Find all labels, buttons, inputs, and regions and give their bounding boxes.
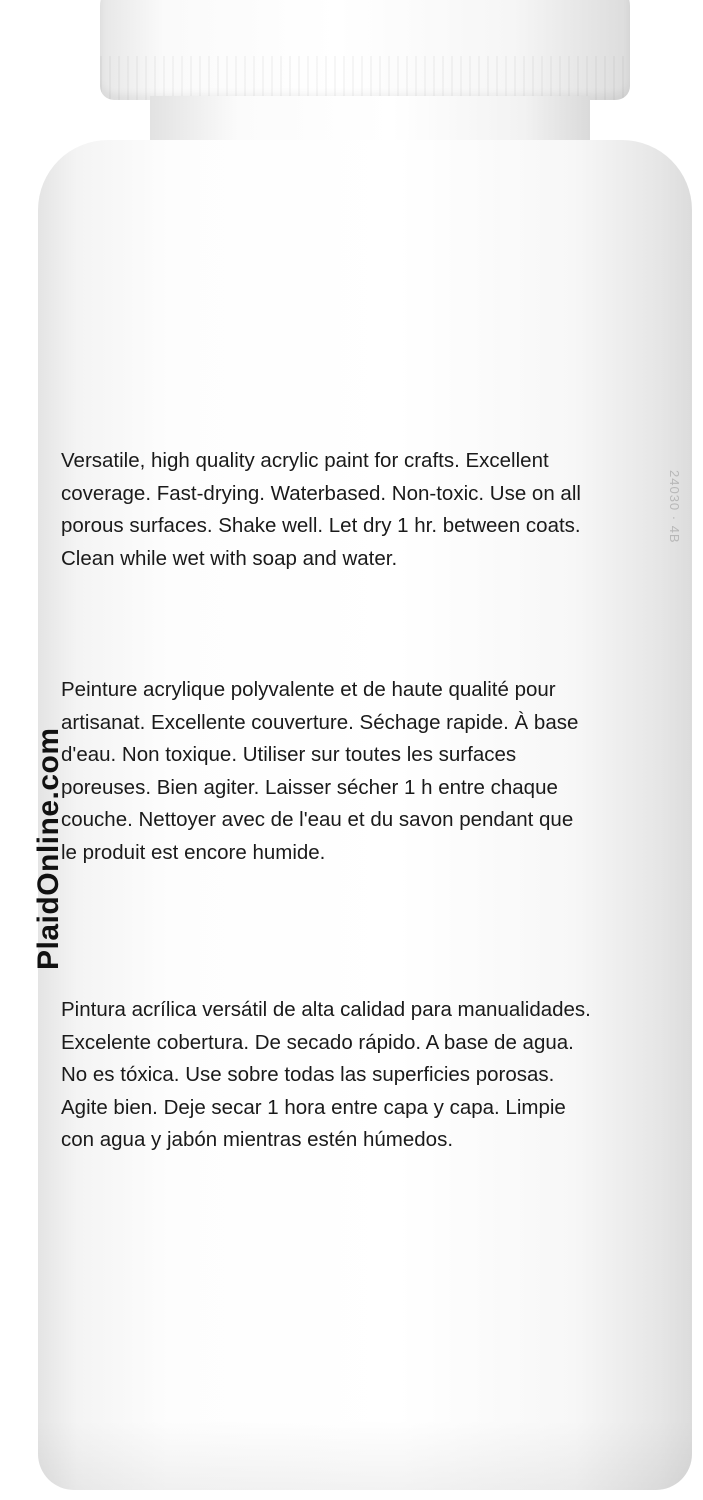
english-description	[61, 445, 691, 575]
spanish-description	[61, 994, 691, 1157]
website-label: PlaidOnline.com	[32, 727, 65, 970]
description-line: couche. Nettoyer avec de l'eau et du savon pendant que	[61, 808, 574, 831]
description-line: d'eau. Non toxique. Utiliser sur toutes les surfaces	[61, 743, 517, 766]
description-line: Clean while wet with soap and water.	[61, 546, 398, 570]
french-description	[61, 674, 691, 869]
description-line: No es tóxica. Use sobre todas las superficies porosas.	[61, 1063, 555, 1086]
bottle-cap	[100, 0, 630, 100]
description-line: Agite bien. Deje secar 1 hora entre capa y capa. Limpie	[61, 1095, 566, 1119]
description-line: artisanat. Excellente couverture. Séchage rapide. À base	[61, 710, 579, 734]
description-line: Versatile, high quality acrylic paint for crafts. Excellent	[61, 449, 549, 472]
description-line: porous surfaces. Shake well. Let dry 1 hr. between coats.	[61, 514, 581, 537]
description-line: Excelente cobertura. De secado rápido. A base de agua.	[61, 1030, 574, 1054]
description-line: Pintura acrílica versátil de alta calidad para manualidades.	[61, 998, 591, 1021]
description-line: con agua y jabón mientras estén húmedos.	[61, 1128, 454, 1151]
product-code-label: 24030 · 4B	[667, 470, 682, 544]
bottle-base-shadow	[38, 1420, 692, 1490]
cap-ridges	[100, 56, 630, 100]
description-line: Peinture acrylique polyvalente et de haute qualité pour	[61, 678, 556, 701]
description-line: coverage. Fast-drying. Waterbased. Non-toxic. Use on all	[61, 481, 581, 505]
description-line: le produit est encore humide.	[61, 840, 326, 864]
description-line: poreuses. Bien agiter. Laisser sécher 1 h entre chaque	[61, 775, 558, 799]
